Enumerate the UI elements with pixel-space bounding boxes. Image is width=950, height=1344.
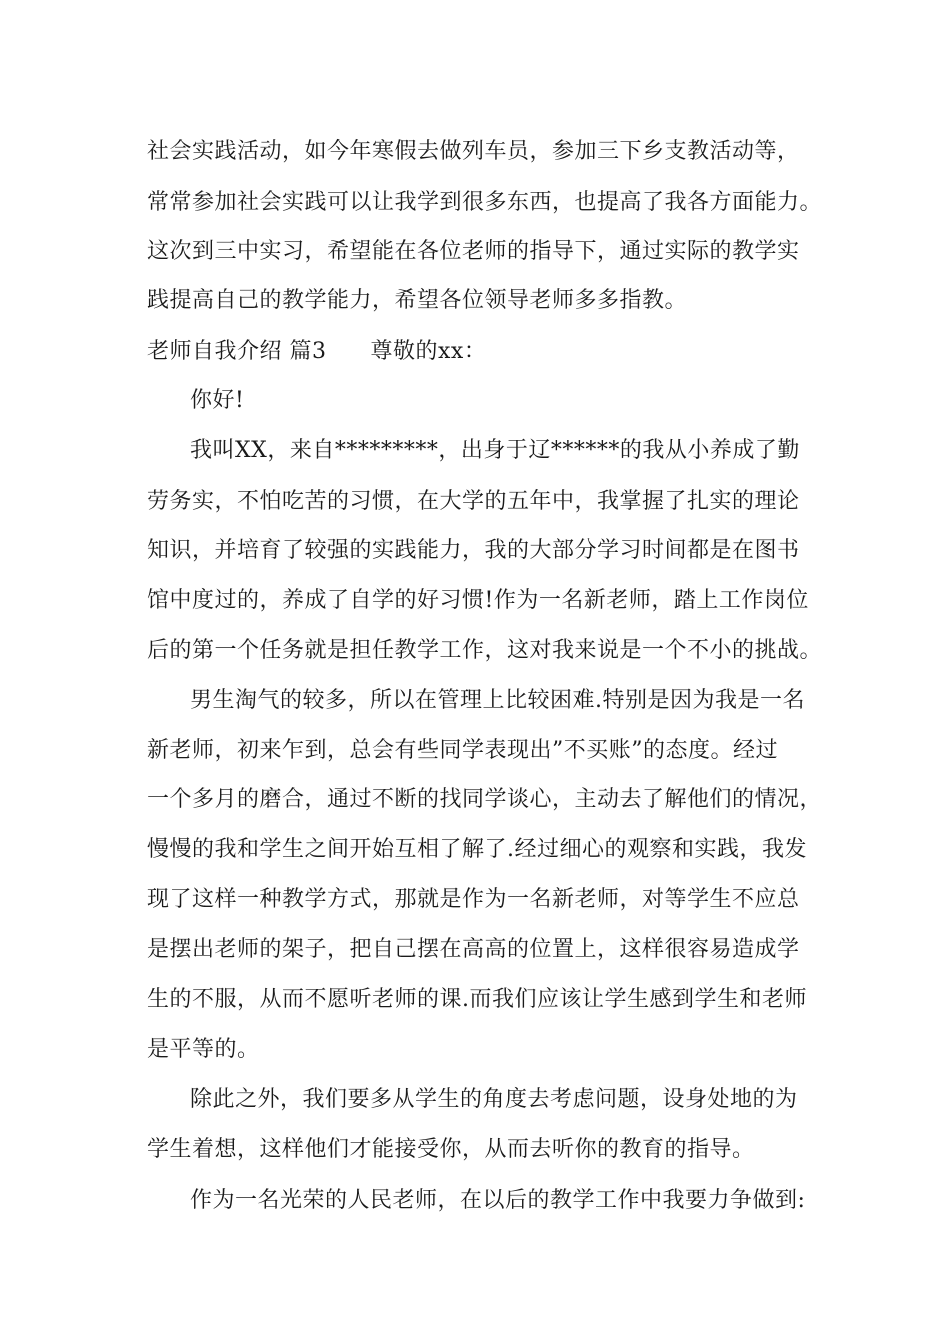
text-line: 馆中度过的，养成了自学的好习惯!作为一名新老师，踏上工作岗位 <box>147 588 809 613</box>
greeting: 你好! <box>190 388 245 413</box>
text-line: 我叫XX，来自*********，出身于辽******的我从小养成了勤 <box>190 438 800 463</box>
text-line: 生的不服，从而不愿听老师的课.而我们应该让学生感到学生和老师 <box>147 987 807 1012</box>
text-line: 新老师，初来乍到，总会有些同学表现出”不买账”的态度。经过 <box>147 738 778 763</box>
text-line: 现了这样一种教学方式，那就是作为一名新老师，对等学生不应总 <box>147 887 800 912</box>
text-line: 除此之外，我们要多从学生的角度去考虑问题，设身处地的为 <box>190 1087 798 1112</box>
text-line: 是摆出老师的架子，把自己摆在高高的位置上，这样很容易造成学 <box>147 937 800 962</box>
text-line: 男生淘气的较多，所以在管理上比较困难.特别是因为我是一名 <box>190 688 805 713</box>
text-line: 常常参加社会实践可以让我学到很多东西，也提高了我各方面能力。 <box>147 190 823 215</box>
text-line: 践提高自己的教学能力，希望各位领导老师多多指教。 <box>147 288 688 313</box>
text-line: 劳务实，不怕吃苦的习惯，在大学的五年中，我掌握了扎实的理论 <box>147 489 800 514</box>
text-line: 作为一名光荣的人民老师，在以后的教学工作中我要力争做到: <box>190 1188 806 1213</box>
text-line: 一个多月的磨合，通过不断的找同学谈心，主动去了解他们的情况， <box>147 787 823 812</box>
text-line: 学生着想，这样他们才能接受你，从而去听你的教育的指导。 <box>147 1137 755 1162</box>
text-line: 慢慢的我和学生之间开始互相了解了.经过细心的观察和实践，我发 <box>147 837 807 862</box>
text-line: 是平等的。 <box>147 1037 260 1062</box>
text-line: 社会实践活动，如今年寒假去做列车员，参加三下乡支教活动等， <box>147 139 800 164</box>
text-line: 这次到三中实习，希望能在各位老师的指导下，通过实际的教学实 <box>147 239 800 264</box>
section-heading-line <box>147 337 486 367</box>
text-line: 知识，并培育了较强的实践能力，我的大部分学习时间都是在图书 <box>147 538 800 563</box>
salutation: 尊敬的xx： <box>370 339 487 364</box>
section-title: 老师自我介绍 篇3 <box>147 339 327 364</box>
text-line: 后的第一个任务就是担任教学工作，这对我来说是一个不小的挑战。 <box>147 638 823 663</box>
